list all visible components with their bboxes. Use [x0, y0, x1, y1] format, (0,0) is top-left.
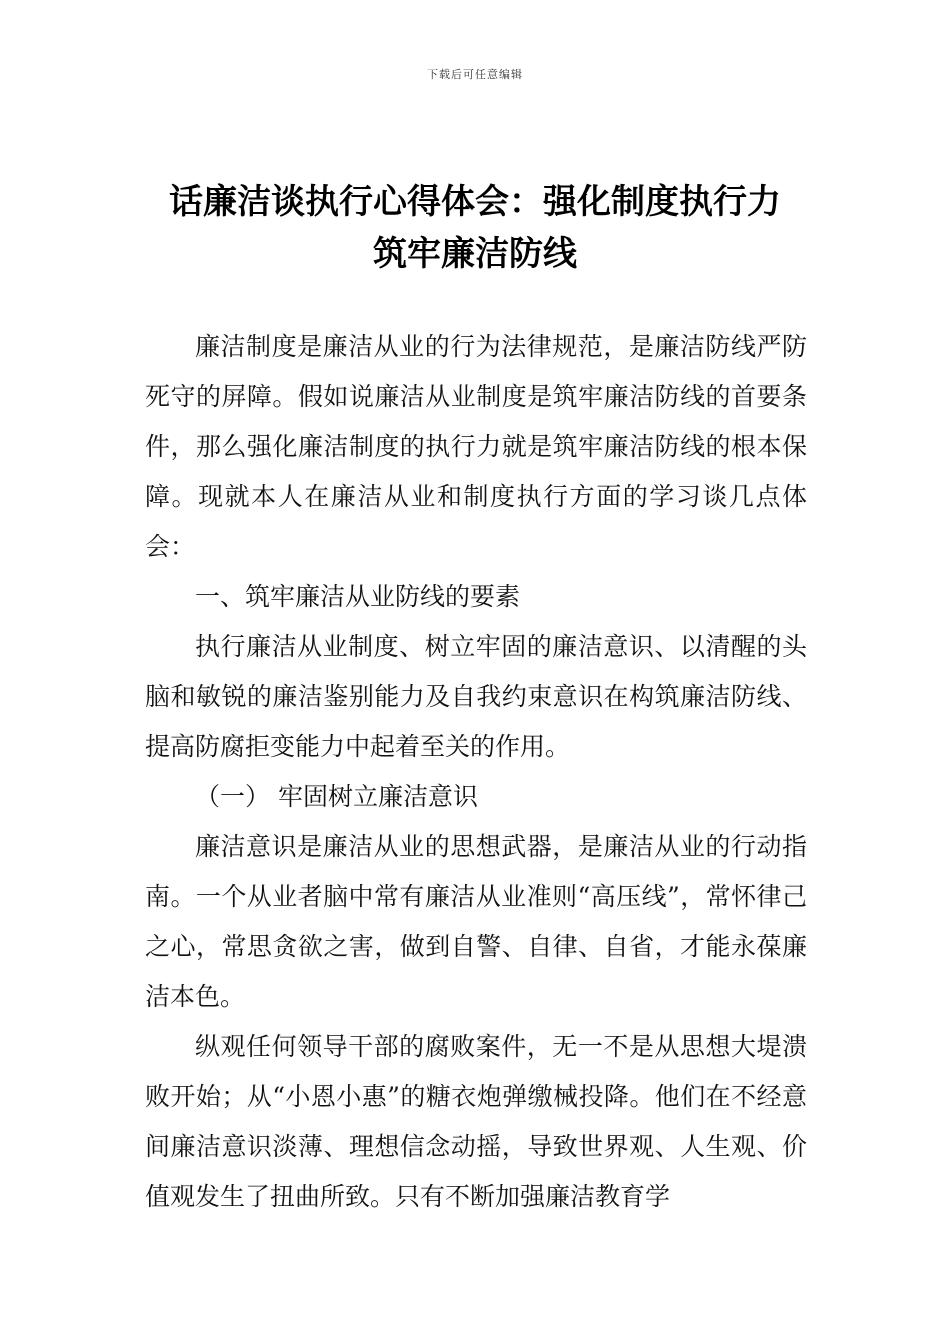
document-title: [140, 176, 810, 280]
section-heading-1: 一、筑牢廉洁从业防线的要素: [195, 582, 521, 611]
title-line-2: 筑牢廉洁防线: [373, 234, 577, 274]
document-body: [145, 322, 807, 1222]
paragraph-cases: 纵观任何领导干部的腐败案件，无一不是从思想大堤溃败开始；从“小恩小惠”的糖衣炮弹缴械投降。他们在不经意间廉洁意识淡薄、理想信念动摇，导致世界观、人生观、价值观发生了扭曲所致。只有不断加强廉洁教育学: [145, 1032, 807, 1211]
paragraph-elements: 执行廉洁从业制度、树立牢固的廉洁意识、以清醒的头脑和敏锐的廉洁鉴别能力及自我约束意识在构筑廉洁防线、提高防腐拒变能力中起着至关的作用。: [145, 632, 807, 761]
header-note: 下载后可任意编辑: [427, 68, 523, 81]
subsection-heading-1: （一） 牢固树立廉洁意识: [195, 782, 478, 811]
paragraph-intro: 廉洁制度是廉洁从业的行为法律规范，是廉洁防线严防死守的屏障。假如说廉洁从业制度是筑牢廉洁防线的首要条件，那么强化廉洁制度的执行力就是筑牢廉洁防线的根本保障。现就本人在廉洁从业和制度执行方面的学习谈几点体会：: [145, 332, 807, 561]
paragraph-awareness: 廉洁意识是廉洁从业的思想武器，是廉洁从业的行动指南。一个从业者脑中常有廉洁从业准则“高压线”，常怀律己之心，常思贪欲之害，做到自警、自律、自省，才能永葆廉洁本色。: [145, 832, 807, 1011]
title-line-1: 话廉洁谈执行心得体会：强化制度执行力: [169, 182, 781, 222]
